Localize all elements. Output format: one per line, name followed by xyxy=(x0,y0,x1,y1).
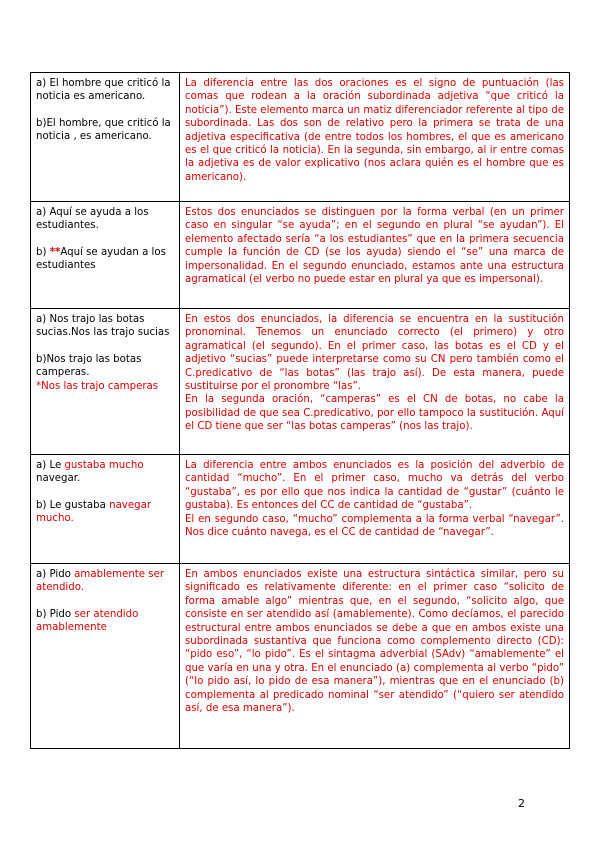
sentence-a: a) El hombre que criticó la noticia es americano. xyxy=(36,78,171,103)
sentence-b: b)El hombre, que criticó la noticia , es americano. xyxy=(36,117,171,143)
explanation-text: En ambos enunciados existe una estructura sintáctica similar, pero su significado es relativamente diferente: en el primer caso “solicito de forma amable algo” mientras que, en el segundo, “solicito algo, que consiste en ser atendido así (amablemente). Como decíamos, el parecido estructural entre ambos enunciados se debe a que en ambos existe una subordinada sustantiva que funciona como complemento directo (CD): “pido eso”, “lo pido”. Es el sintagma adverbial (SAdv) “amablemente” el que varía en una y otra. En el enunciado (a) complementa al verbo “pido” (“lo pido así, lo pido de esa manera”), mientras que en el enunciado (b) complementa al predicado nominal “ser atendido” (“quiero ser atendido así, de esa manera”). xyxy=(185,569,564,715)
table-row xyxy=(31,455,570,564)
sentence-a: a) Aquí se ayuda a los estudiantes. xyxy=(36,207,149,232)
explanation-text: La diferencia entre las dos oraciones es el signo de puntuación (las comas que rodean a la oración subordinada adjetiva “que criticó la noticia”). Este elemento marca un matiz diferenciador referente al tipo de subordinada. Las dos son de relativo pero la primera se trata de una adjetiva especificativa (de entre todos los hombres, el que es americano es el que criticó la noticia). En la segunda, sin embargo, al ir entre comas la adjetiva es de valor explicativo (nos aclara quién es el hombre que es americano). xyxy=(185,78,564,183)
sentence-pair-cell xyxy=(31,73,180,202)
sentence-a: a) Pido amablemente ser atendido. xyxy=(36,569,165,594)
explanation-text: En estos dos enunciados, la diferencia se encuentra en la sustitución pronominal. Tenemos un enunciado correcto (el primero) y otro agramatical (el segundo). En el primer caso, las botas es el CD y el adjetivo “sucias” puede interpretarse como su CN pero también como el C.predicativo de “las botas” (las trajo así). De esta manera, puede sustituirse por el pronombre “las”. xyxy=(185,314,564,393)
sentence-b: b)Nos trajo las botas camperas. xyxy=(36,353,142,379)
sentence-pair-cell xyxy=(31,455,180,564)
explanation-text: La diferencia entre ambos enunciados es la posición del adverbio de cantidad “mucho”. En el primer caso, mucho va detrás del verbo “gustaba”, es por ello que nos indica la cantidad de “gustar” (cuánto le gustaba). Es entonces del CC de cantidad de “gustaba”. xyxy=(185,460,564,512)
comparison-table xyxy=(30,72,570,749)
table-row xyxy=(31,309,570,455)
sentence-pair-cell xyxy=(31,202,180,309)
explanation-cell xyxy=(180,202,570,309)
table-row xyxy=(31,564,570,749)
ungrammatical-mark: ** xyxy=(49,246,61,258)
sentence-a: a) Nos trajo las botas sucias.Nos las trajo sucias xyxy=(36,314,170,339)
sentence-pair-cell xyxy=(31,309,180,455)
sentence-b: b) **Aquí se ayudan a los estudiantes xyxy=(36,246,166,272)
sentence-b: b) Le gustaba navegar mucho. xyxy=(36,499,152,525)
sentence-pair-cell xyxy=(31,564,180,749)
explanation-text: El en segundo caso, “mucho” complementa a la forma verbal “navegar”. Nos dice cuánto navega, es el CC de cantidad de “navegar”. xyxy=(185,513,564,539)
page-number: 2 xyxy=(518,797,525,810)
sentence-b: b) Pido ser atendido amablemente xyxy=(36,608,139,634)
explanation-cell xyxy=(180,564,570,749)
explanation-cell xyxy=(180,455,570,564)
explanation-text: Estos dos enunciados se distinguen por la forma verbal (en un primer caso en singular “se ayuda”; en el segundo en plural “se ayudan”). El elemento afectado sería “a los estudiantes” que en la primera secuencia cumple la función de CD (se los ayuda) siendo el “se” una marca de impersonalidad. En el segundo enunciado, estamos ante una estructura agramatical (el verbo no puede estar en plural ya que es impersonal). xyxy=(185,207,564,286)
explanation-cell xyxy=(180,73,570,202)
explanation-cell xyxy=(180,309,570,455)
table-row xyxy=(31,73,570,202)
sentence-a: a) Le gustaba mucho navegar. xyxy=(36,460,144,485)
explanation-text: En la segunda oración, “camperas” es el CN de botas, no cabe la posibilidad de que sea C.predicativo, por ello tampoco la sustitución. Aquí el CD tiene que ser “las botas camperas” (nos las trajo). xyxy=(185,394,564,433)
table-row xyxy=(31,202,570,309)
sentence-c: *Nos las trajo camperas xyxy=(36,380,159,392)
